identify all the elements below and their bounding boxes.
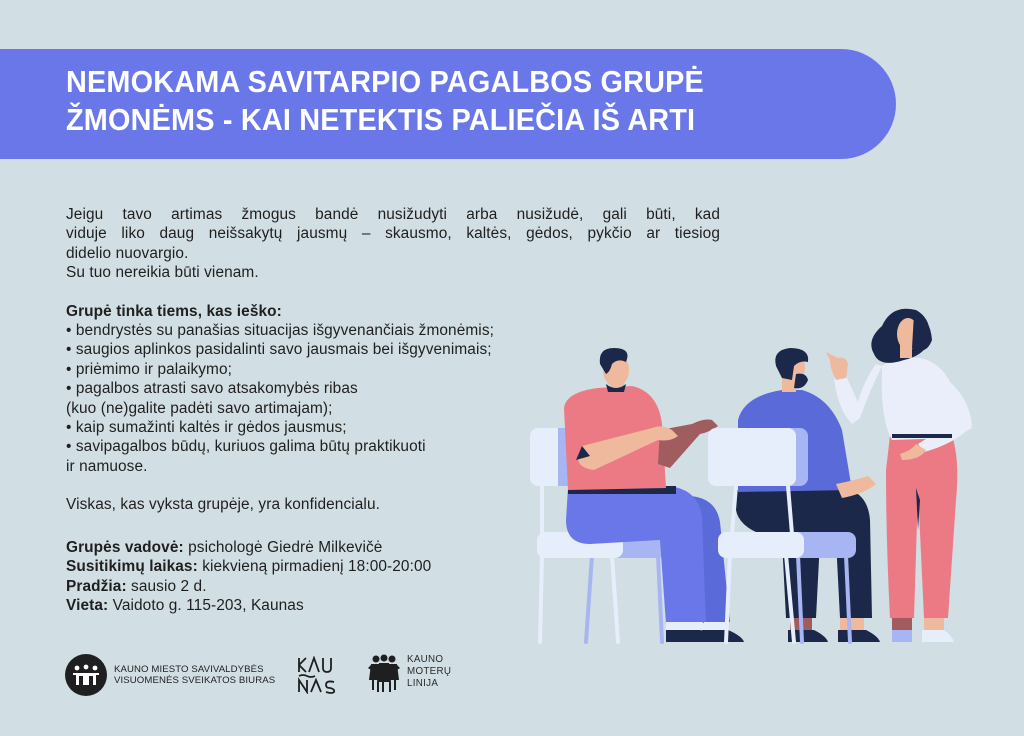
audience-title: Grupė tinka tiems, kas ieško:: [66, 302, 282, 320]
confidentiality-note: Viskas, kas vyksta grupėje, yra konfidencialu.: [66, 496, 380, 514]
info-value: sausio 2 d.: [126, 577, 207, 595]
kaunas-wordmark-icon: [296, 656, 338, 694]
title-line-2: ŽMONĖMS - KAI NETEKTIS PALIEČIA IŠ ARTI: [66, 102, 696, 137]
logo-text-line: MOTERŲ: [407, 666, 452, 677]
list-item-text: • kaip sumažinti kaltės ir gėdos jausmus;: [66, 419, 347, 437]
list-item-text: • savipagalbos būdų, kuriuos galima būtų praktikuoti: [66, 438, 426, 456]
people-circle-icon: [65, 654, 107, 696]
list-item-text: (kuo (ne)galite padėti savo artimajam);: [66, 399, 333, 417]
womens-line-logo: [367, 654, 451, 694]
info-label: Vieta:: [66, 596, 109, 614]
info-value: psichologė Giedrė Milkevičė: [183, 538, 383, 556]
list-item-text: • saugios aplinkos pasidalinti savo jausmais bei išgyvenimais;: [66, 341, 492, 359]
kaunas-logo: [296, 656, 338, 699]
intro-line: viduje liko daug neišsakytų jausmų – skausmo, kaltės, gėdos, pykčio ar tiesiog: [66, 225, 720, 243]
intro-paragraph: [66, 205, 720, 283]
list-item-text: • priėmimo ir palaikymo;: [66, 360, 233, 378]
health-bureau-name: [114, 664, 275, 687]
logo-text-line: KAUNO MIESTO SAVIVALDYBĖS: [114, 663, 264, 675]
info-label: Susitikimų laikas:: [66, 558, 198, 576]
support-group-illustration: [520, 300, 1010, 650]
title-banner: [0, 49, 896, 159]
info-label: Grupės vadovė:: [66, 538, 184, 556]
intro-tagline: Su tuo nereikia būti vienam.: [66, 264, 259, 282]
partner-logos: [0, 640, 600, 720]
logo-text-line: VISUOMENĖS SVEIKATOS BIURAS: [114, 675, 276, 686]
title-line-1: NEMOKAMA SAVITARPIO PAGALBOS GRUPĖ: [66, 64, 704, 99]
info-value: Vaidoto g. 115-203, Kaunas: [108, 596, 304, 614]
list-item-text: ir namuose.: [66, 457, 148, 475]
list-item-text: • bendrystės su panašias situacijas išgyvenančiais žmonėmis;: [66, 322, 494, 340]
women-figures-icon: [367, 654, 401, 694]
womens-line-name: [407, 654, 451, 690]
logo-text-line: KAUNO: [407, 654, 444, 665]
logo-text-line: LINIJA: [407, 678, 439, 689]
intro-line: Jeigu tavo artimas žmogus bandė nusižudyti arba nusižudė, gali būti, kad: [66, 206, 720, 223]
health-bureau-logo: [65, 654, 275, 696]
list-item-text: • pagalbos atrasti savo atsakomybės ribas: [66, 380, 358, 398]
intro-line: didelio nuovargio.: [66, 244, 189, 262]
spacer: [66, 283, 726, 302]
info-label: Pradžia:: [66, 577, 127, 595]
page-title: [66, 63, 704, 139]
man-blue-shirt-icon: [736, 348, 880, 642]
info-value: kiekvieną pirmadienį 18:00-20:00: [197, 558, 432, 576]
